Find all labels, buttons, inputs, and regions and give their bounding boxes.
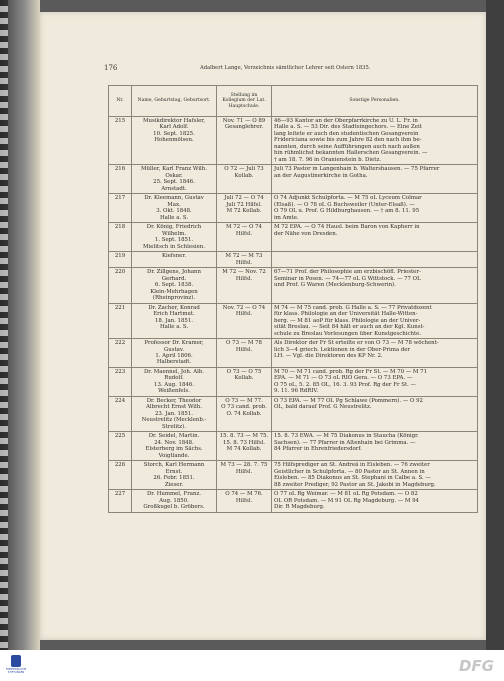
teacher-position xyxy=(217,165,272,194)
teacher-name-line: Dr. Hummel, Franz. xyxy=(146,491,202,498)
teacher-position xyxy=(217,396,272,431)
teacher-notes xyxy=(272,490,478,512)
row-number: 226 xyxy=(109,461,132,490)
logo-text: FREIHERRLICHE STIFTUNGEN xyxy=(5,668,27,674)
teacher-name-line: Voigtlande. xyxy=(158,452,190,459)
teacher-name-line: Dr. Seidel, Martin. xyxy=(148,433,200,440)
teacher-notes xyxy=(272,194,478,223)
teacher-position-line: Gesanglehrer. xyxy=(224,124,264,131)
teacher-notes-line: für klass. Philologie an der Universität Halle-Witten- xyxy=(274,311,418,318)
teacher-name-line: Strelitz). xyxy=(162,423,186,430)
teacher-position xyxy=(217,490,272,512)
teacher-position-line: Juli 72 — O 74 xyxy=(224,195,264,202)
teacher-notes xyxy=(272,339,478,368)
teacher-notes-line: Dir. R Magdeburg. xyxy=(274,504,325,511)
teacher-position xyxy=(217,194,272,223)
running-title: Adalbert Lange, Verzeichnis sämtlicher Lehrer seit Ostern 1835. xyxy=(200,65,371,71)
teacher-notes-line: im Amte. xyxy=(274,214,299,221)
teacher-position-line: O 73 cand. prob. xyxy=(221,404,267,411)
scan-color-scale xyxy=(0,0,8,650)
teacher-notes xyxy=(272,165,478,194)
teacher-notes-line: Seminar in Posen. — 74—77 oL G Wittstock. — 77 OL xyxy=(274,275,421,282)
table-row xyxy=(109,117,478,165)
column-header-nr: Nr. xyxy=(109,86,132,117)
table-row xyxy=(109,165,478,194)
teacher-notes-line: lich 3—4 griech. Lektionen in der Ober-Prima der xyxy=(274,346,410,353)
teacher-position xyxy=(217,223,272,252)
page-edge xyxy=(486,0,504,650)
teacher-name xyxy=(132,252,217,268)
teacher-position-line: O 73 — M 77. xyxy=(225,397,263,404)
teacher-notes-line: Als Direktor der Fr St erteilte er von O 73 — M 78 wöchent- xyxy=(274,340,439,347)
teacher-position-line: M 73 — 28. 7. 75 xyxy=(220,462,268,469)
teacher-name-line: Mielitsch in Schlesien. xyxy=(143,243,205,250)
teacher-name xyxy=(132,117,217,165)
teacher-name-line: Dr. Becker, Theodor xyxy=(146,397,202,404)
teacher-notes-line: O 74 Adjunkt Schulpforta. — M 75 oL Lyceum Colmar xyxy=(274,195,422,202)
teacher-name-line: Ernst. xyxy=(165,468,183,475)
teacher-position-line: Hilfsl. xyxy=(235,346,253,353)
teacher-name-line: Neustrelitz (Mecklenb.- xyxy=(141,417,207,424)
teacher-name-line: Max. xyxy=(167,201,181,208)
teacher-name-line: 6. Sept. 1838. xyxy=(154,282,194,289)
table-row xyxy=(109,396,478,431)
teacher-name-line: Erich Hartmut. xyxy=(153,311,195,318)
table-row xyxy=(109,303,478,338)
table-row xyxy=(109,461,478,490)
teacher-name xyxy=(132,396,217,431)
teacher-notes-line: OL OR Potsdam. — M 91 OL Rg Magdeburg. — M 94 xyxy=(274,497,419,504)
teacher-name-line: Kiefsner. xyxy=(161,253,187,260)
row-number: 227 xyxy=(109,490,132,512)
teacher-notes-line: lang leitete er auch den studentischen Gesangverein xyxy=(274,130,419,137)
teacher-position-line: Hilfsl. xyxy=(235,468,253,475)
teacher-notes-line: 46—93 Kantor an der Oberpfarrkirche zu U. L. Fr. in xyxy=(274,118,418,124)
teacher-name-line: 26. Febr. 1851. xyxy=(153,475,195,482)
teacher-notes-line: an der Augustinerkirche in Gotha. xyxy=(274,172,368,179)
teacher-name-line: Klein-Mehrhagen xyxy=(150,288,198,295)
teacher-name-line: Wilhelm. xyxy=(161,230,187,237)
row-number: 216 xyxy=(109,165,132,194)
teacher-name-line: 24. Nov. 1848. xyxy=(154,439,194,446)
table-body xyxy=(109,117,478,513)
teacher-name xyxy=(132,165,217,194)
teacher-notes-line: OL, bald darauf Prof. G Neustrelitz. xyxy=(274,404,372,411)
teacher-position xyxy=(217,117,272,165)
teacher-name-line: Storch, Karl Hermann xyxy=(143,462,205,469)
teacher-position-line: Kollab. xyxy=(234,172,254,179)
teacher-notes xyxy=(272,367,478,396)
teacher-name-line: Albrecht Ernst Wilh. xyxy=(146,404,202,411)
dfg-logo: DFG xyxy=(458,657,494,675)
teacher-notes-line: LH. — Vgl. die Direktoren des KP Nr. 2. xyxy=(274,352,383,359)
teacher-position-line: M 72 — Nov. 72 xyxy=(222,269,266,276)
teacher-notes-line: 84 Pfarrer in Ehrenfriedersdorf. xyxy=(274,446,362,453)
teacher-name-line: 13. Aug. 1846. xyxy=(154,381,194,388)
teacher-notes-line: der Nähe von Dresden. xyxy=(274,230,338,237)
teacher-position-line: O 74 — M 76. xyxy=(225,491,263,498)
teacher-name xyxy=(132,339,217,368)
teacher-position-line: M 72 — M 73 xyxy=(225,253,263,260)
teacher-name-line: Rudolf. xyxy=(164,375,184,382)
teacher-position-line: 15. 8. 73 Hilfsl. xyxy=(222,439,266,446)
teacher-notes-line: 67—71 Prof. der Philosophie am erzbischöfl. Priester- xyxy=(274,269,421,276)
teacher-notes xyxy=(272,396,478,431)
column-header-position: Stellung im Kollegium der Lat. Hauptschule. xyxy=(217,86,272,117)
teacher-name-line: Dr. Zacher, Konrad xyxy=(148,304,200,311)
teacher-name-line: Dr. Kleemann, Gustav xyxy=(144,195,204,202)
teacher-position xyxy=(217,339,272,368)
teacher-name-line: Musikdirektor Hafsler, xyxy=(143,118,205,124)
logo-mark-icon xyxy=(11,655,21,667)
teacher-position-line: O. 74 Kollab. xyxy=(226,410,262,417)
row-number: 222 xyxy=(109,339,132,368)
teacher-name-line: Müller, Karl Franz Wilh. xyxy=(141,166,207,173)
teacher-notes-line: 9. 11. 96 RdRIV. xyxy=(274,388,319,395)
row-number: 220 xyxy=(109,268,132,303)
row-number: 225 xyxy=(109,432,132,461)
teacher-position-line: 15. 8. 73 — M 75. xyxy=(219,433,269,440)
teacher-notes xyxy=(272,252,478,268)
teacher-notes-line: Sachsen). — 77 Pfarrer in Altenhain bei Grimma. — xyxy=(274,439,416,446)
teacher-name-line: Arnstadt. xyxy=(161,185,187,192)
teacher-notes-line: und Prof. G Waren (Mecklenburg-Schwerin). xyxy=(274,282,396,289)
teacher-notes-line: Juli 73 Pastor in Langenhain b. Waltershausen. — 75 Pfarrer xyxy=(274,166,440,173)
stiftung-logo xyxy=(3,653,29,679)
teacher-name-line: Halberstadt. xyxy=(156,359,192,366)
teacher-name xyxy=(132,194,217,223)
teacher-name-line: Aug. 1850. xyxy=(159,497,189,504)
teacher-position-line: Hilfsl. xyxy=(235,230,253,237)
teacher-notes xyxy=(272,432,478,461)
teacher-name-line: Weißenfels. xyxy=(158,388,190,395)
teacher-name-line: Gustav. xyxy=(163,346,185,353)
teacher-name xyxy=(132,268,217,303)
table-row xyxy=(109,194,478,223)
teacher-name xyxy=(132,223,217,252)
teacher-name xyxy=(132,490,217,512)
teacher-notes-line: hin rühmlichst bekannten Hallerschen Gesangverein. — xyxy=(274,150,428,157)
teacher-position-line: M 72 — O 74 xyxy=(226,224,262,231)
teacher-name-line: Karl Adolf. xyxy=(159,124,189,131)
teacher-notes xyxy=(272,223,478,252)
teacher-position-line: O 72 — Juli 73 xyxy=(224,166,264,173)
table-row xyxy=(109,339,478,368)
row-number: 223 xyxy=(109,367,132,396)
teacher-name-line: 1. Sept. 1851. xyxy=(154,237,194,244)
teacher-notes-line: † am 18. 7. 96 in Oranienstein b. Dietz. xyxy=(274,156,382,163)
teacher-name-line: Zieser. xyxy=(164,481,184,488)
teacher-notes-line: sität Breslau. — Seit 84 hält er auch an der Kgl. Kunst- xyxy=(274,324,425,331)
teacher-name-line: Hohenmölsen. xyxy=(154,137,194,144)
teacher-name xyxy=(132,461,217,490)
teacher-position-line: O 73 — O 75 xyxy=(226,368,262,375)
teacher-name-line: (Rheinprovinz). xyxy=(152,295,196,302)
teacher-position-line: O 73 — M 78 xyxy=(226,340,262,347)
table-row xyxy=(109,367,478,396)
row-number: 217 xyxy=(109,194,132,223)
teacher-name-line: Professor Dr. Kramer, xyxy=(144,340,204,347)
column-header-personal: Sonstige Personalien. xyxy=(272,86,478,117)
teacher-notes-line: EPA. — M 71 — O 73 oL RIO Gera. — O 73 EPA. — xyxy=(274,375,413,382)
teacher-name-line: 10. Sept. 1825. xyxy=(153,130,195,137)
teacher-name xyxy=(132,432,217,461)
teacher-position-line: Hilfsl. xyxy=(235,311,253,318)
row-number: 224 xyxy=(109,396,132,431)
teacher-name-line: Halle a. S. xyxy=(159,214,189,221)
teacher-notes-line: M 74 — M 75 cand. prob. G Halle a. S. — 77 Privatdozent xyxy=(274,304,432,311)
teacher-notes-line: 75 Hilfsprediger an St. Andreä in Eisleben. — 76 zweiter xyxy=(274,462,430,469)
row-number: 218 xyxy=(109,223,132,252)
teacher-name-line: Gerhard. xyxy=(161,275,187,282)
teacher-notes xyxy=(272,461,478,490)
teacher-position xyxy=(217,268,272,303)
teacher-name-line: Halle a. S. xyxy=(159,324,189,331)
teacher-name xyxy=(132,367,217,396)
teacher-position xyxy=(217,252,272,268)
teacher-name-line: 1. April 1806. xyxy=(155,352,193,359)
teacher-notes-line: M 72 EPA. — O 74 Hausl. beim Baron von Kapherr in xyxy=(274,224,420,231)
teacher-notes-line: O 73 EPA. — M 77 OL Pg Schlawe (Pommern). — O 92 xyxy=(274,397,423,404)
teacher-position-line: Nov. 71 — O 89 xyxy=(222,118,266,124)
table-row xyxy=(109,223,478,252)
teacher-notes-line: O 77 oL Rg Weimar. — M 81 oL Rg Potsdam. — O 82 xyxy=(274,491,418,498)
teacher-position xyxy=(217,461,272,490)
teacher-notes-line: M 70 — M 71 cand. prob. Rg der Fr St. — M 70 — M 71 xyxy=(274,368,428,375)
table-row xyxy=(109,252,478,268)
footer-bar xyxy=(0,650,504,681)
teacher-position xyxy=(217,367,272,396)
teacher-notes-line: Halle a. S. — 53 Dir. des Stadtsingechors. — Eine Zeit xyxy=(274,124,422,131)
teacher-notes xyxy=(272,303,478,338)
row-number: 215 xyxy=(109,117,132,165)
page-number: 176 xyxy=(104,64,118,72)
teacher-table xyxy=(108,85,478,513)
teacher-name-line: 3. Okt. 1848. xyxy=(156,208,192,215)
teacher-position-line: Hilfsl. xyxy=(235,275,253,282)
teacher-notes-line: 88 zweiter Prediger, 92 Pastor an St. Jakobi in Magdeburg. xyxy=(274,481,436,488)
teacher-position-line: Kollab. xyxy=(234,375,254,382)
teacher-name-line: Elsterberg im Sächs. xyxy=(145,446,203,453)
teacher-name-line: Dr. König, Friedrich xyxy=(146,224,202,231)
teacher-name-line: 18. Jan. 1851. xyxy=(155,317,193,324)
teacher-position-line: Hilfsl. xyxy=(235,497,253,504)
row-number: 219 xyxy=(109,252,132,268)
teacher-notes-line: (Elsaß). — O 78 oL G Buchsweiler (Unter-Elsaß). — xyxy=(274,201,415,208)
table-header-row xyxy=(109,86,478,117)
teacher-name-line: Großkugel b. Gröbers. xyxy=(143,504,205,511)
teacher-name-line: Dr. Zillgens, Johann xyxy=(147,269,201,276)
teacher-name-line: Dr. Maennel, Joh. Alb. xyxy=(143,368,205,375)
teacher-position-line: M 72 Kollab. xyxy=(226,208,262,215)
teacher-notes-line: Eisleben. — 85 Diakonus an St. Stephani in Calbe a. S. — xyxy=(274,475,431,482)
page-header xyxy=(104,64,484,76)
teacher-notes-line: Fridericiana sowie bis zum Jahre 82 den nach ihm be- xyxy=(274,137,422,144)
teacher-notes-line: nannten, durch seine Aufführungen auch nach außen xyxy=(274,143,420,150)
teacher-notes-line: berg. — M 81 aoP für klass. Philologie an der Univer- xyxy=(274,317,421,324)
teacher-name-line: Oskar. xyxy=(165,172,183,179)
teacher-name xyxy=(132,303,217,338)
table-row xyxy=(109,490,478,512)
teacher-position-line: M 74 Kollab. xyxy=(226,446,262,453)
teacher-position xyxy=(217,303,272,338)
row-number: 221 xyxy=(109,303,132,338)
teacher-notes-line: Geistlicher in Schulpforta. — 80 Pastor an St. Annen in xyxy=(274,468,425,475)
teacher-notes xyxy=(272,268,478,303)
teacher-name-line: 23. Jan. 1851. xyxy=(155,410,193,417)
teacher-position-line: Nov. 72 — O 74 xyxy=(222,304,266,311)
table-row xyxy=(109,268,478,303)
column-header-name: Name, Geburtstag, Geburtsort. xyxy=(132,86,217,117)
teacher-name-line: 25. Sept. 1846. xyxy=(153,179,195,186)
teacher-notes-line: O 79 OL u. Prof. G Hildburghausen. — † am 8. 11. 95 xyxy=(274,208,420,215)
teacher-notes-line: 15. 8. 73 EWA. — M 75 Diakonus in Staucha (Königr. xyxy=(274,433,419,440)
teacher-position-line: Hilfsl. xyxy=(235,259,253,266)
teacher-position-line: Juli 72 Hilfsl. xyxy=(226,201,262,208)
teacher-position xyxy=(217,432,272,461)
teacher-notes xyxy=(272,117,478,165)
teacher-notes-line: O 75 oL, 5. 2. 85 OL, 16. 3. 93 Prof. Rg der Fr St. — xyxy=(274,381,416,388)
table-row xyxy=(109,432,478,461)
teacher-notes-line: schule zu Breslau Vorlesungen über Kunstgeschichte. xyxy=(274,330,422,337)
